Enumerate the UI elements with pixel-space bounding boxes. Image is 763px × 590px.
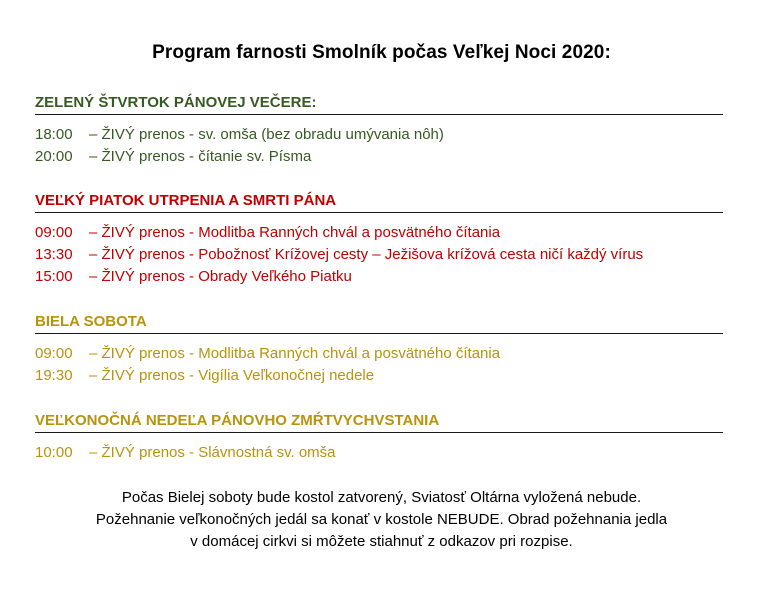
event-row bbox=[35, 343, 723, 365]
event-row bbox=[35, 244, 723, 266]
event-time: 18:00 bbox=[35, 126, 73, 143]
event-text: – ŽIVÝ prenos - Obrady Veľkého Piatku bbox=[89, 268, 352, 285]
section-heading: BIELA SOBOTA bbox=[35, 313, 723, 334]
event-text: – ŽIVÝ prenos - Pobožnosť Krížovej cesty – Ježišova krížová cesta ničí každý vírus bbox=[89, 246, 644, 263]
section-heading: VEĽKÝ PIATOK UTRPENIA A SMRTI PÁNA bbox=[35, 192, 723, 213]
event-text: – ŽIVÝ prenos - sv. omša (bez obradu umývania nôh) bbox=[89, 126, 444, 143]
footnote-line: v domácej cirkvi si môžete stiahnuť z odkazov pri rozpise. bbox=[190, 533, 573, 550]
event-time: 09:00 bbox=[35, 345, 73, 362]
section-heading: VEĽKONOČNÁ NEDEĽA PÁNOVHO ZMŔTVYCHVSTANIA bbox=[35, 412, 723, 433]
event-text: – ŽIVÝ prenos - Vigília Veľkonočnej nedele bbox=[89, 367, 375, 384]
event-row bbox=[35, 146, 723, 168]
event-row bbox=[35, 442, 723, 464]
event-row bbox=[35, 222, 723, 244]
section-easter-sunday bbox=[35, 412, 723, 464]
event-text: – ŽIVÝ prenos - čítanie sv. Písma bbox=[89, 148, 312, 165]
event-row bbox=[35, 266, 723, 288]
page-title: Program farnosti Smolník počas Veľkej Noci 2020: bbox=[152, 42, 611, 63]
event-time: 13:30 bbox=[35, 246, 73, 263]
event-text: – ŽIVÝ prenos - Slávnostná sv. omša bbox=[89, 444, 336, 461]
section-good-friday bbox=[35, 192, 723, 288]
section-holy-saturday bbox=[35, 313, 723, 387]
event-text: – ŽIVÝ prenos - Modlitba Ranných chvál a posvätného čítania bbox=[89, 224, 501, 241]
event-time: 09:00 bbox=[35, 224, 73, 241]
section-maundy-thursday bbox=[35, 94, 723, 168]
section-heading: ZELENÝ ŠTVRTOK PÁNOVEJ VEČERE: bbox=[35, 94, 723, 115]
footnote bbox=[0, 487, 763, 553]
footnote-line: Požehnanie veľkonočných jedál sa konať v kostole NEBUDE. Obrad požehnania jedla bbox=[95, 511, 668, 528]
footnote-line: Počas Bielej soboty bude kostol zatvorený, Sviatosť Oltárna vyložená nebude. bbox=[121, 489, 642, 506]
event-row bbox=[35, 365, 723, 387]
event-row bbox=[35, 124, 723, 146]
event-time: 19:30 bbox=[35, 367, 73, 384]
event-time: 20:00 bbox=[35, 148, 73, 165]
event-time: 10:00 bbox=[35, 444, 73, 461]
event-text: – ŽIVÝ prenos - Modlitba Ranných chvál a posvätného čítania bbox=[89, 345, 501, 362]
event-time: 15:00 bbox=[35, 268, 73, 285]
